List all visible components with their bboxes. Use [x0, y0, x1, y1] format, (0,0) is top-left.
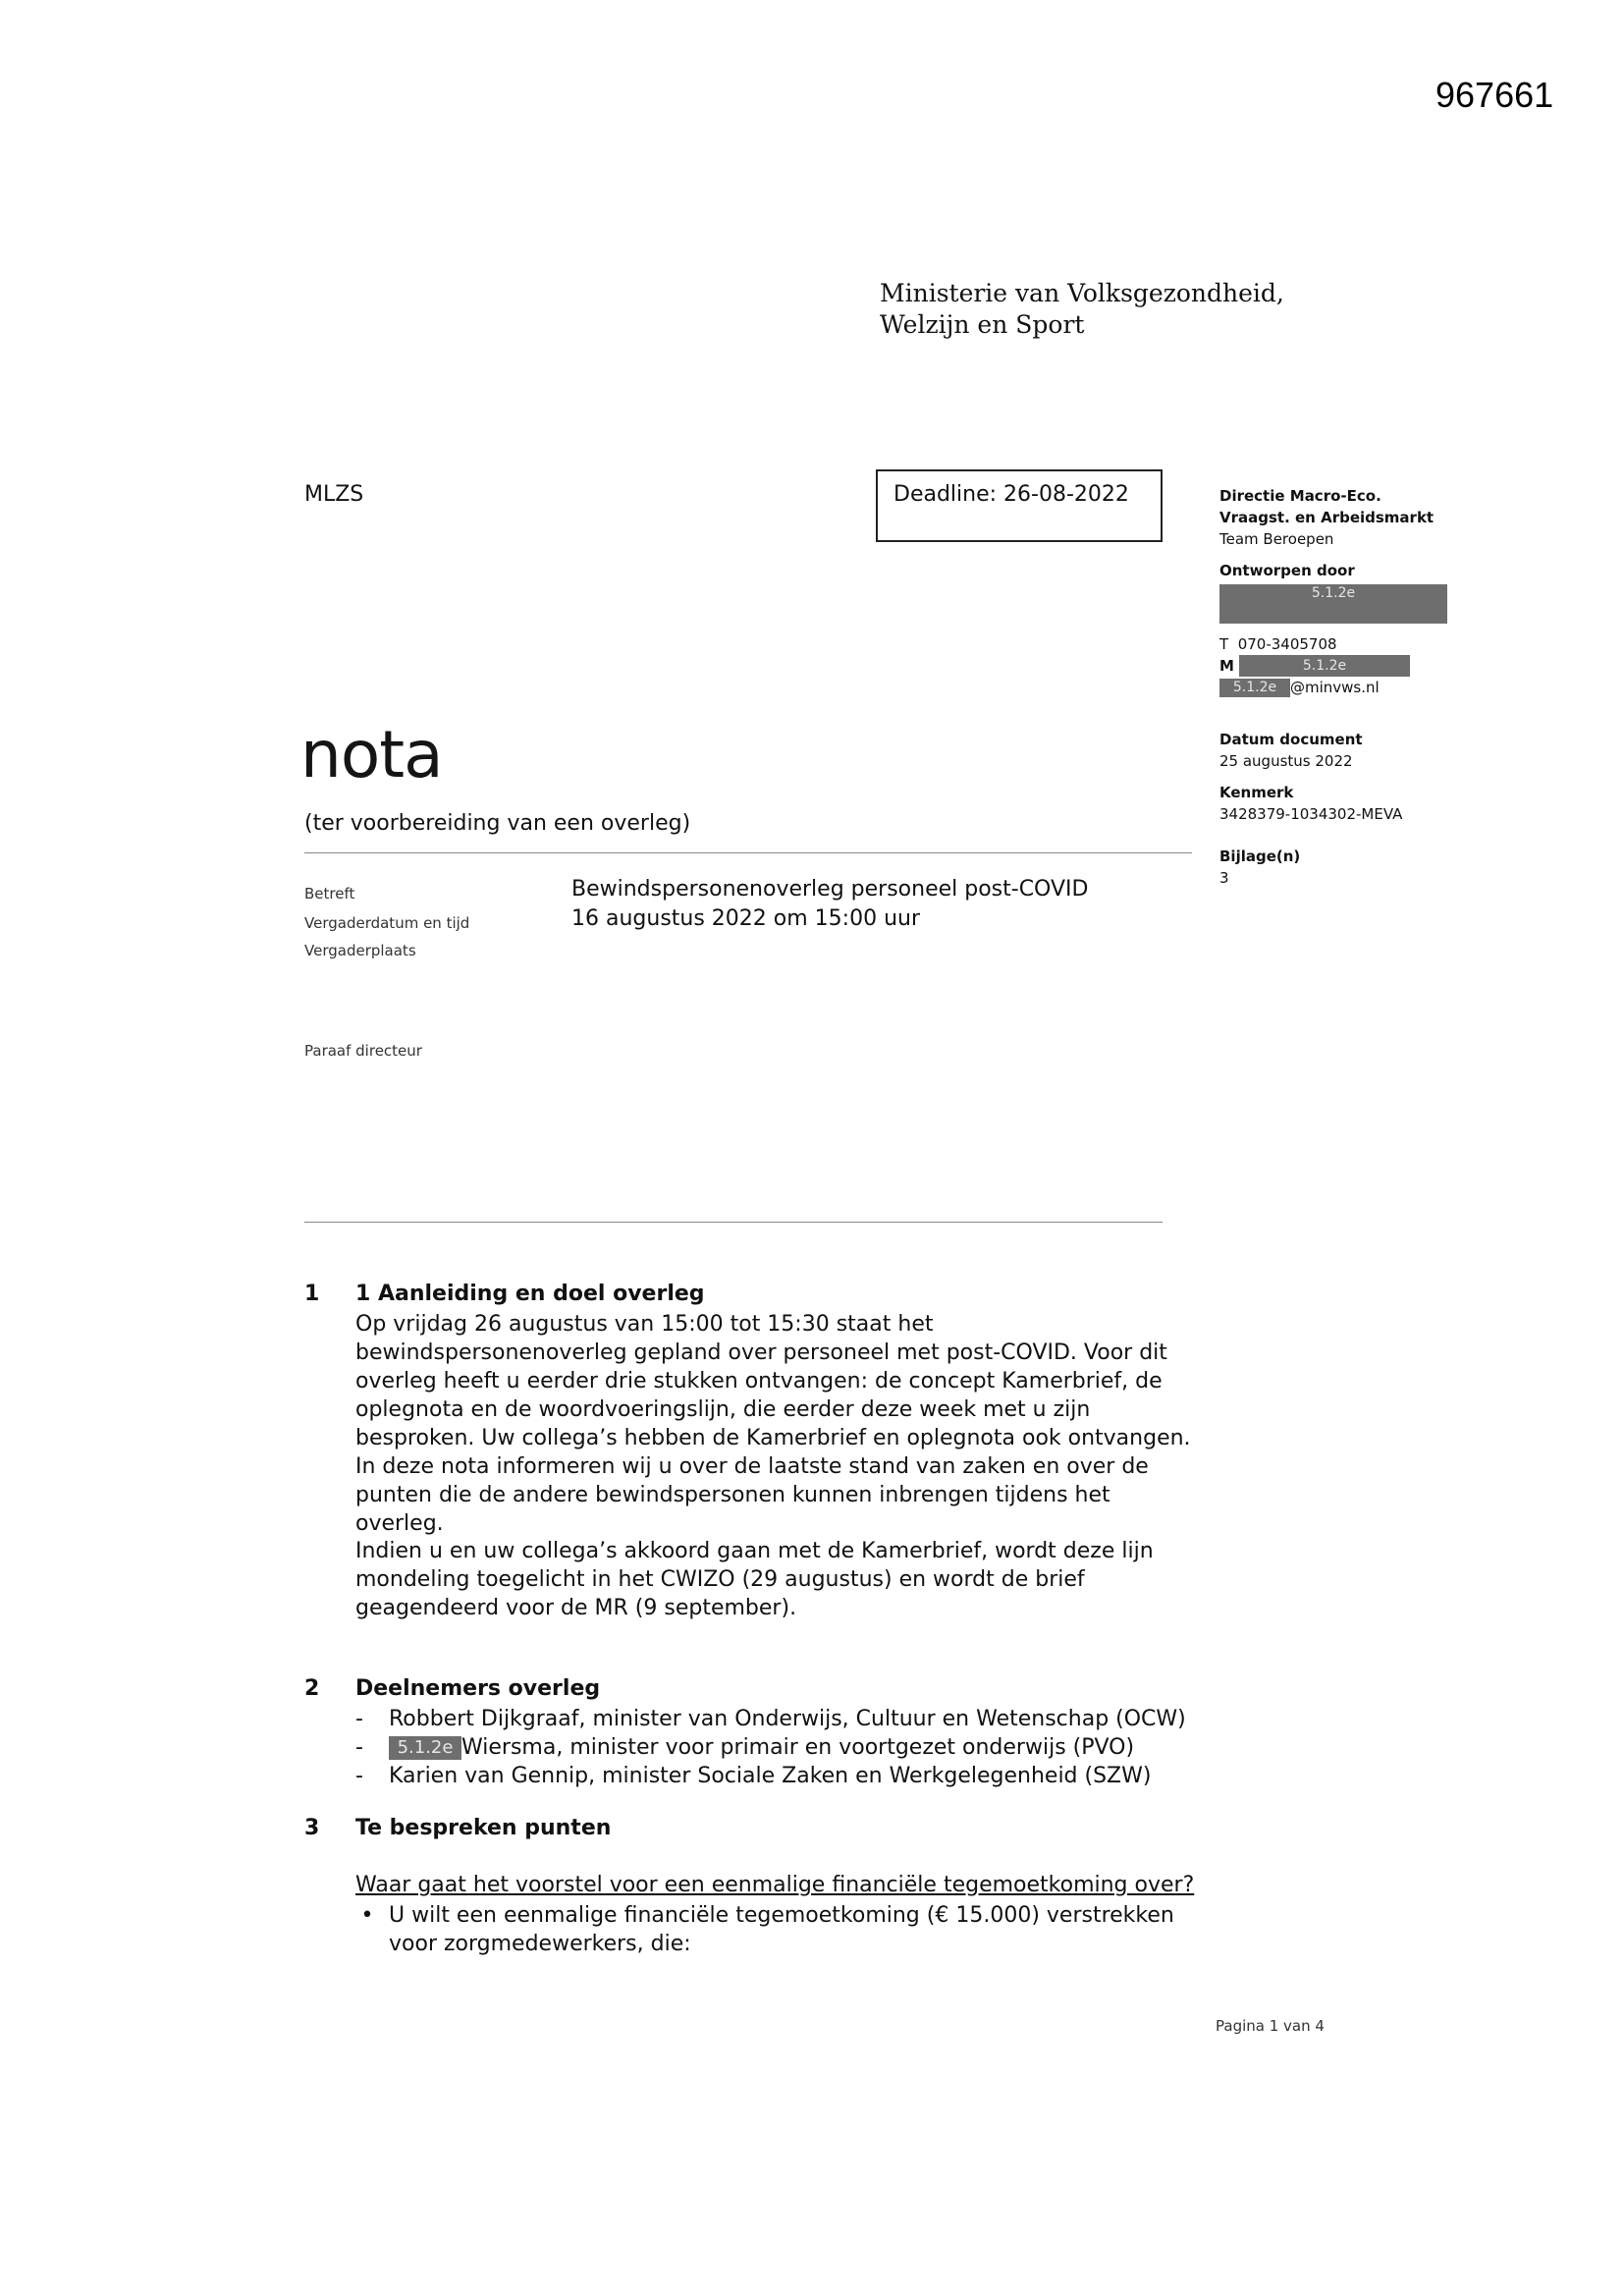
ministry-line-2: Welzijn en Sport — [880, 310, 1085, 339]
kenmerk-label: Kenmerk — [1219, 784, 1294, 801]
email-suffix: @minvws.nl — [1290, 679, 1380, 696]
meta-divider — [304, 1222, 1163, 1223]
ministry-line-1: Ministerie van Volksgezondheid, — [880, 279, 1284, 307]
phone-row — [1219, 633, 1455, 655]
ministry-logo-text — [880, 278, 1284, 341]
paragraph-line: punten die de andere bewindspersonen kunnen inbrengen tijdens het overleg. — [355, 1483, 1110, 1536]
redaction-participant: 5.1.2e — [389, 1736, 461, 1760]
paragraph-line: bewindspersonenoverleg gepland over personeel met post-COVID. Voor dit — [355, 1340, 1167, 1365]
list-item — [355, 1733, 1186, 1762]
mobile-row — [1219, 655, 1455, 677]
paragraph-line: Op vrijdag 26 augustus van 15:00 tot 15:30 staat het — [355, 1312, 934, 1337]
participant-3: Karien van Gennip, minister Sociale Zaken en Werkgelegenheid (SZW) — [389, 1764, 1152, 1788]
directie-line-2: Vraagst. en Arbeidsmarkt — [1219, 509, 1435, 526]
sidebar-kenmerk — [1219, 782, 1455, 825]
sidebar-contact — [1219, 633, 1455, 698]
section-1-paragraph-2 — [355, 1537, 1200, 1622]
phone-value: 070-3405708 — [1237, 635, 1337, 653]
title-divider — [304, 852, 1192, 853]
list-item — [355, 1705, 1186, 1733]
sidebar-directie — [1219, 485, 1455, 550]
list-item — [346, 1901, 1210, 1930]
directie-line-1: Directie Macro-Eco. — [1219, 487, 1381, 505]
redaction-author: 5.1.2e — [1219, 584, 1447, 624]
datum-value: 25 augustus 2022 — [1219, 752, 1353, 770]
section-3-number: 3 — [304, 1816, 320, 1840]
phone-label: T — [1219, 635, 1229, 653]
vergaderdatum-value: 16 augustus 2022 om 15:00 uur — [571, 906, 920, 931]
section-3-question: Waar gaat het voorstel voor een eenmalige financiële tegemoetkoming over? — [355, 1873, 1195, 1897]
bijlage-value: 3 — [1219, 869, 1229, 887]
sidebar-datum — [1219, 729, 1455, 772]
participants-list — [355, 1705, 1186, 1790]
document-title: nota — [300, 717, 443, 793]
document-number: 967661 — [1435, 75, 1554, 115]
paragraph-line: overleg heeft u eerder drie stukken ontvangen: de concept Kamerbrief, de — [355, 1369, 1163, 1394]
section-1-number: 1 — [304, 1282, 320, 1306]
section-2-heading: Deelnemers overleg — [355, 1676, 601, 1701]
bullet-line: U wilt een eenmalige financiële tegemoetkoming (€ 15.000) verstrekken — [389, 1903, 1174, 1928]
redaction-mobile: 5.1.2e — [1239, 655, 1410, 677]
betreft-label: Betreft — [304, 885, 355, 902]
vergaderplaats-label: Vergaderplaats — [304, 942, 416, 959]
deadline-box: Deadline: 26-08-2022 — [876, 469, 1163, 542]
paragraph-line: Indien u en uw collega’s akkoord gaan met de Kamerbrief, wordt deze lijn — [355, 1539, 1154, 1563]
section-1-paragraph-1 — [355, 1310, 1200, 1538]
section-3-heading: Te bespreken punten — [355, 1816, 612, 1840]
sidebar-ontworpen — [1219, 560, 1455, 624]
sidebar-bijlage — [1219, 846, 1455, 889]
section-1-heading: 1 Aanleiding en doel overleg — [355, 1282, 705, 1306]
dash-bullet: - — [355, 1735, 363, 1760]
document-subtitle: (ter voorbereiding van een overleg) — [304, 811, 691, 836]
section-3-bullet — [346, 1901, 1210, 1958]
dash-bullet: - — [355, 1764, 363, 1788]
bullet-dot-icon: • — [360, 1903, 374, 1928]
paragraph-line: mondeling toegelicht in het CWIZO (29 augustus) en wordt de brief — [355, 1567, 1085, 1592]
paragraph-line: oplegnota en de woordvoeringslijn, die eerder deze week met u zijn — [355, 1397, 1091, 1422]
paragraph-line: In deze nota informeren wij u over de laatste stand van zaken en over de — [355, 1454, 1149, 1479]
datum-label: Datum document — [1219, 731, 1363, 748]
redaction-email: 5.1.2e — [1219, 679, 1290, 697]
dash-bullet: - — [355, 1707, 363, 1731]
participant-1: Robbert Dijkgraaf, minister van Onderwijs, Cultuur en Wetenschap (OCW) — [389, 1707, 1186, 1731]
list-item — [355, 1762, 1186, 1790]
email-row — [1219, 677, 1455, 698]
vergaderdatum-label: Vergaderdatum en tijd — [304, 914, 470, 932]
participant-2: Wiersma, minister voor primair en voortgezet onderwijs (PVO) — [461, 1735, 1135, 1760]
bijlage-label: Bijlage(n) — [1219, 847, 1301, 865]
bullet-line: voor zorgmedewerkers, die: — [389, 1932, 691, 1956]
kenmerk-value: 3428379-1034302-MEVA — [1219, 805, 1403, 823]
team-name: Team Beroepen — [1219, 530, 1334, 548]
paragraph-line: besproken. Uw collega’s hebben de Kamerbrief en oplegnota ook ontvangen. — [355, 1426, 1191, 1450]
mobile-label: M — [1219, 657, 1234, 675]
paraaf-label: Paraaf directeur — [304, 1042, 422, 1060]
paragraph-line: geagendeerd voor de MR (9 september). — [355, 1596, 797, 1620]
betreft-value: Bewindspersonenoverleg personeel post-COVID — [571, 877, 1089, 902]
list-item — [346, 1930, 1210, 1958]
addressee: MLZS — [304, 482, 364, 507]
ontworpen-label: Ontworpen door — [1219, 562, 1355, 579]
page-number: Pagina 1 van 4 — [1216, 2017, 1325, 2035]
section-2-number: 2 — [304, 1676, 320, 1701]
